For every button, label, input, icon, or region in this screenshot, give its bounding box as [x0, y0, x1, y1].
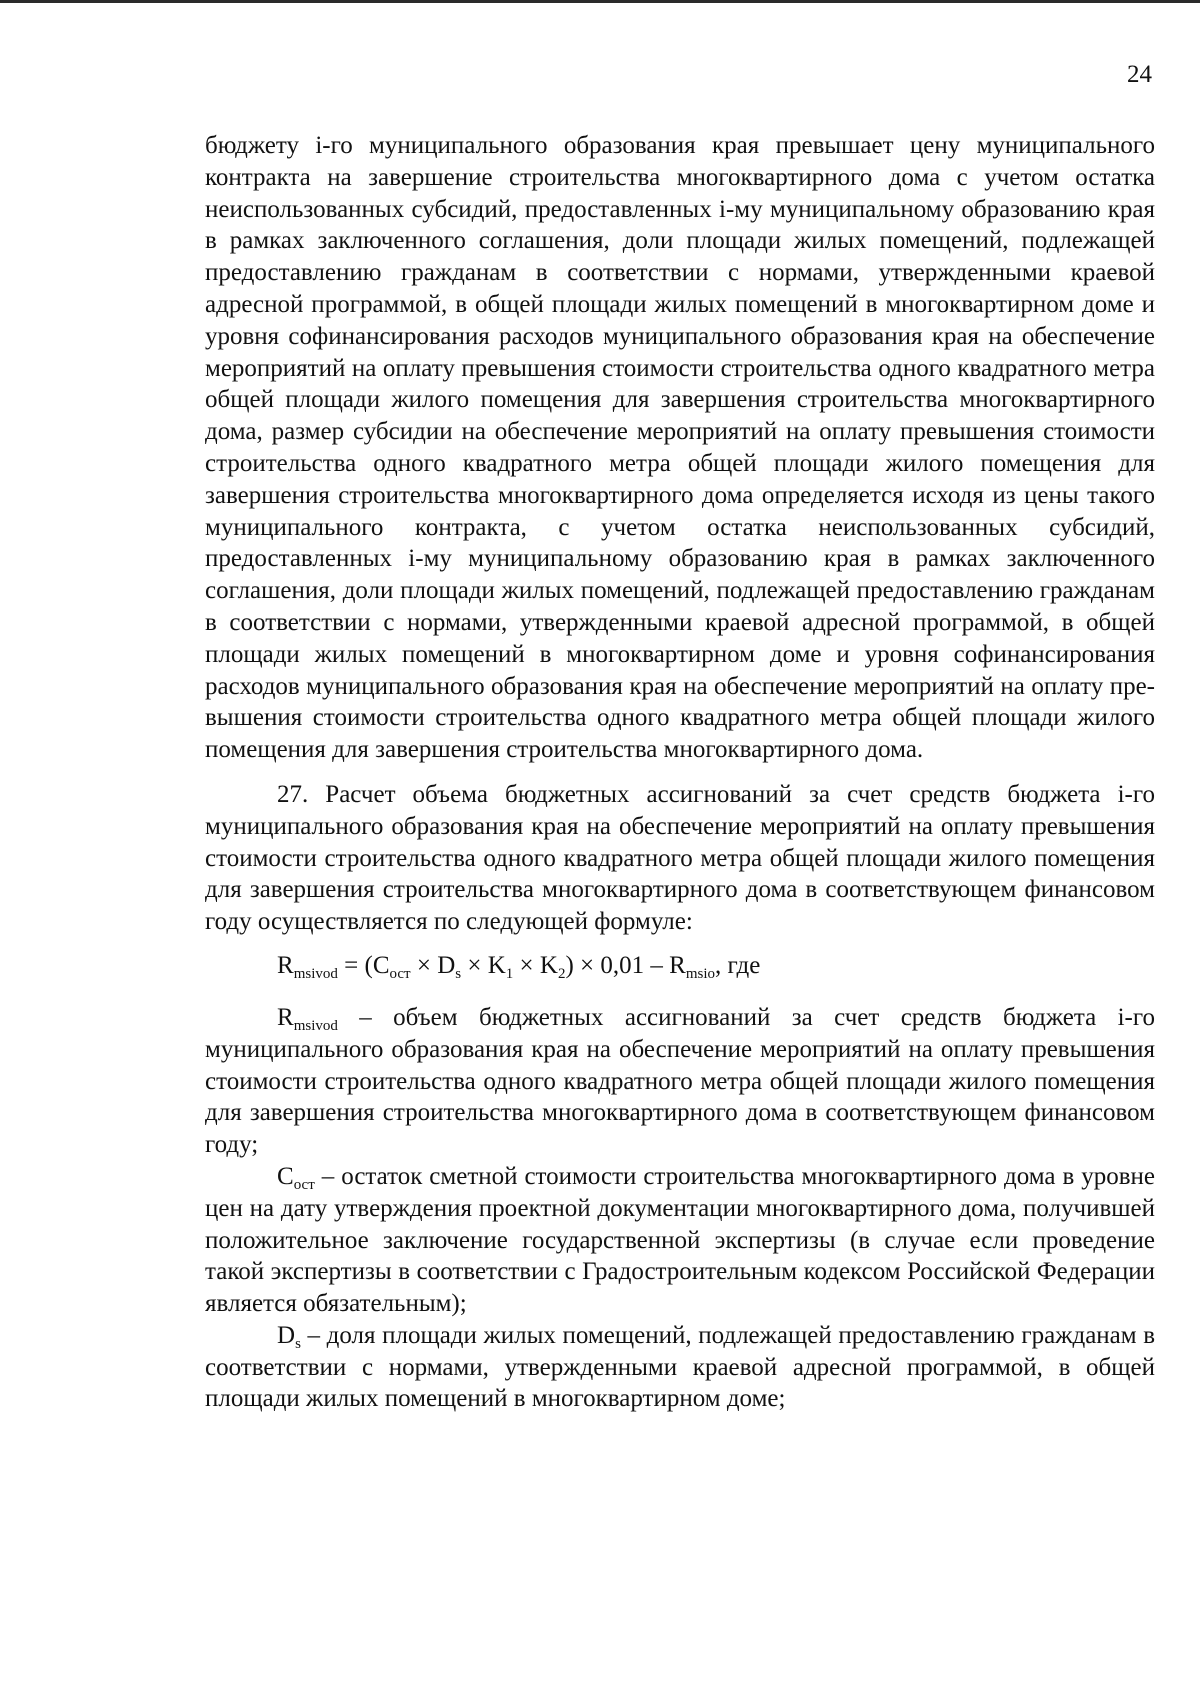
formula-rm-sub: msio	[685, 965, 716, 982]
paragraph-gap	[205, 766, 1155, 779]
definition-d-s	[205, 1320, 1155, 1415]
definition-c-subscript: ост	[293, 1176, 315, 1193]
page-number: 24	[1127, 61, 1152, 88]
definition-c-text: – остаток сметной стоимости строительства многоквартирного дома в уровне цен на дату утверждения проектной документации многоквартирного дома, получившей положительное заключение государственной экспертизы (в случае если проведение такой экспертизы в соответствии с Градостроительным кодексом Российской Федерации является обязательным);	[205, 1162, 1155, 1318]
definition-r-subscript: msivod	[293, 1017, 338, 1034]
formula-d-base: D	[437, 951, 456, 979]
formula	[205, 950, 1155, 984]
formula-close-mult: ) × 0,01 –	[565, 951, 670, 979]
formula-tail: , где	[715, 951, 761, 979]
formula-r-base: R	[277, 951, 294, 979]
formula-times-1: ×	[410, 951, 438, 979]
formula-k1-base: K	[487, 951, 506, 979]
formula-eq-open: = (	[337, 951, 373, 979]
formula-k2-base: K	[539, 951, 558, 979]
paragraph-27: 27. Расчет объема бюджетных ассигнований за счет средств бюджета i-го муниципального образования края на обеспечение мероприятий на оплату превышения стоимости строительства одного квадратного метра общей площади жилого помещения для завершения строительства многоквартирного дома в соответствующем финансовом году осуществляется по следующей формуле:	[205, 780, 1155, 936]
paragraph-continuation: бюджету i-го муниципального образования края превышает цену муниципального контракта на завершение строительства многоквартирного дома с учетом остатка неиспользованных субсидий, предоставленных i-му муниципальному образованию края в рамках заключенного соглашения, доли площади жилых помещений, подлежащей предоставлению гражданам в соответствии с нормами, утвержденными краевой адресной программой, в общей площади жилых помещений в многоквартирном доме и уровня софинансирования расходов муниципального образования края на обеспечение мероприятий на оплату превышения стоимости строительства одного квадратного метра общей площади жилого помещения для завершения строительства многоквартирного дома, размер субсидии на обеспечение мероприятий на оплату превышения стоимости строительства одного квадратного метра общей площади жилого помещения для завершения строительства многоквартирного дома определяется исходя из цены такого муниципального контракта, с учетом остатка неиспользованных субсидий, предоставленных i-му муниципальному образованию края в рамках заключенного соглашения, доли площади жилых помещений, подлежащей предоставлению гражданам в соответствии с нормами, утвержденными краевой адресной программой, в общей площади жилых помещений в многоквартирном доме и уровня софинансирования расходов муниципального образования края на обеспечение мероприятий на оплату превышения стоимости строительства одного квадратного метра общей площади жилого помещения для завершения строительства многоквартирного дома.	[205, 132, 1155, 764]
formula-times-2: ×	[461, 951, 488, 979]
formula-c-sub: ост	[389, 965, 411, 982]
formula-k1-sub: 1	[505, 965, 514, 982]
definition-r-msivod	[205, 1002, 1155, 1161]
formula-k2-sub: 2	[557, 965, 566, 982]
definition-d-text: – доля площади жилых помещений, подлежащей предоставлению гражданам в соответствии с нормами, утвержденными краевой адресной программой, в общей площади жилых помещений в многоквартирном доме;	[205, 1321, 1155, 1413]
definition-d-symbol: D	[277, 1321, 296, 1349]
formula-r-sub: msivod	[293, 965, 338, 982]
formula-times-3: ×	[513, 951, 540, 979]
definition-d-subscript: s	[295, 1335, 301, 1352]
formula-d-sub: s	[455, 965, 462, 982]
definition-c-symbol: C	[277, 1162, 294, 1190]
formula-rm-base: R	[669, 951, 686, 979]
top-border-line	[0, 0, 1200, 3]
definition-r-text: – объем бюджетных ассигнований за счет средств бюджета i-го муниципального образования края на обеспечение мероприятий на оплату превышения стоимости строительства одного квадратного метра общей площади жилого помещения для завершения строительства многоквартирного дома в соответствующем финансовом году;	[205, 1003, 1155, 1159]
formula-c-base: C	[372, 951, 390, 979]
definition-r-symbol: R	[277, 1003, 294, 1031]
document-body	[205, 130, 1155, 1415]
definition-c-ost	[205, 1161, 1155, 1320]
